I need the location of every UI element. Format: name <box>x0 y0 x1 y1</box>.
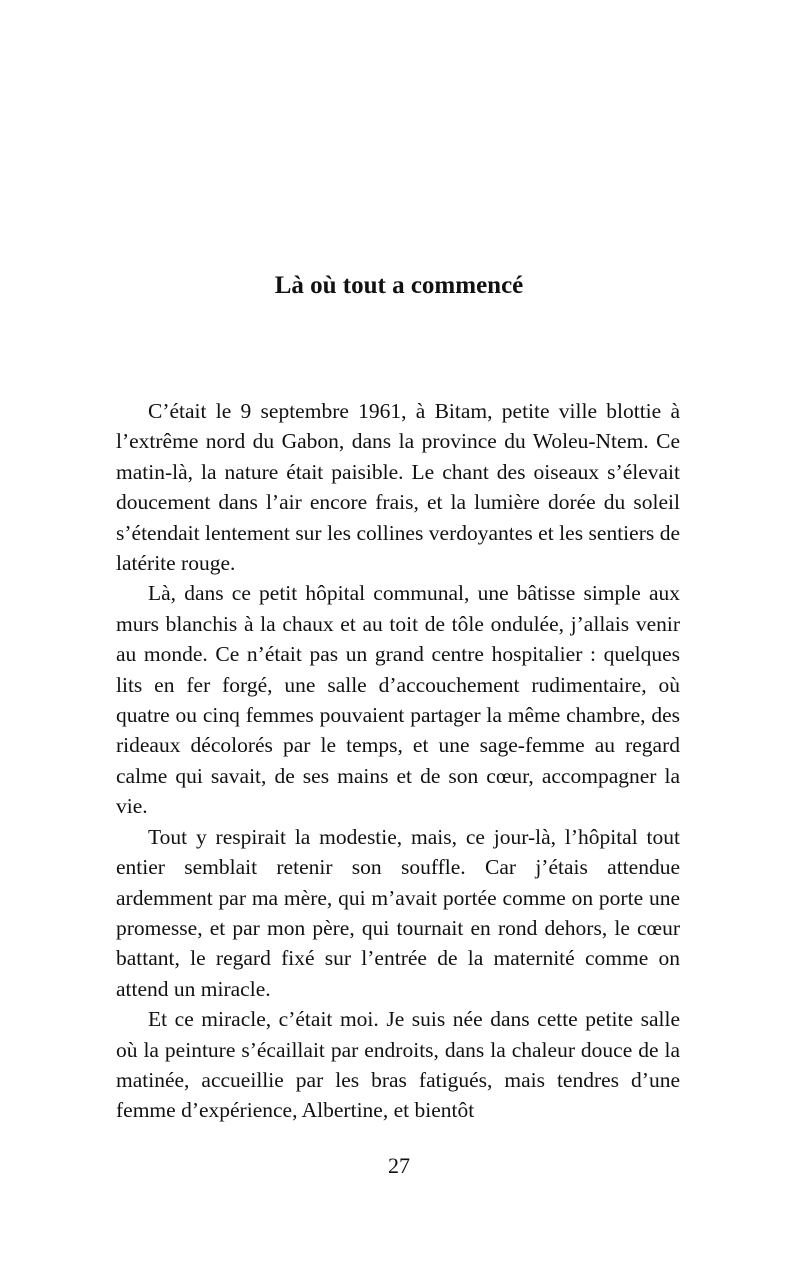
page-number: 27 <box>388 1153 410 1178</box>
paragraph-1: C’était le 9 septembre 1961, à Bitam, petite ville blottie à l’extrême nord du Gabon, dans la province du Woleu-Ntem. Ce matin-là, la nature était paisible. Le chant des oiseaux s’élevait doucement dans l’air encore frais, et la lumière dorée du soleil s’étendait lentement sur les collines verdoyantes et les sentiers de latérite rouge. <box>116 399 680 576</box>
paragraph-2: Là, dans ce petit hôpital communal, une bâtisse simple aux murs blanchis à la chaux et au toit de tôle ondulée, j’allais venir au monde. Ce n’était pas un grand centre hospitalier : quelques lits en fer forgé, une salle d’accouchement rudimentaire, où quatre ou cinq femmes pouvaient partager la même chambre, des rideaux décolorés par le temps, et une sage-femme au regard calme qui savait, de ses mains et de son cœur, accompagner la vie. <box>116 581 680 819</box>
paragraph-4: Et ce miracle, c’était moi. Je suis née dans cette petite salle où la peinture s’écaillait par endroits, dans la chaleur douce de la matinée, accueillie par les bras fatigués, mais tendres d’une femme d’expérience, Albertine, et bientôt <box>116 1007 680 1123</box>
chapter-title: Là où tout a commencé <box>274 272 524 299</box>
body-text <box>116 396 680 1126</box>
paragraph-3: Tout y respirait la modestie, mais, ce jour-là, l’hôpital tout entier semblait retenir son souffle. Car j’étais attendue ardemment par ma mère, qui m’avait portée comme on porte une promesse, et par mon père, qui tournait en rond dehors, le cœur battant, le regard fixé sur l’entrée de la maternité comme on attend un miracle. <box>116 824 680 1001</box>
